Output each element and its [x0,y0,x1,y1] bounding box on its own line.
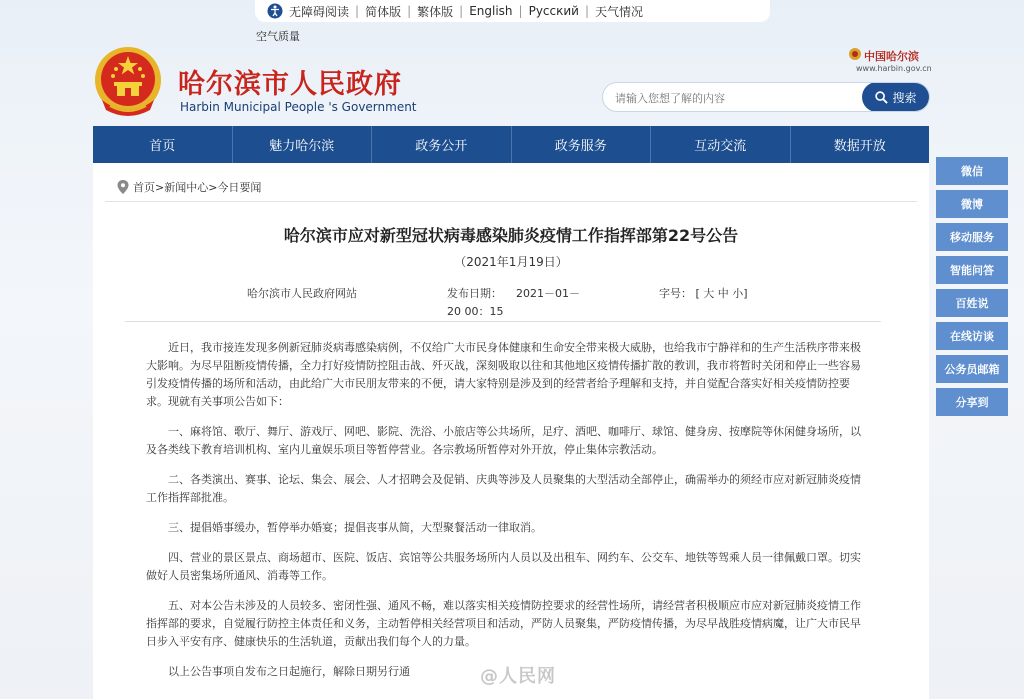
people-daily-watermark: @人民网 [480,666,556,687]
meta-divider [125,321,881,322]
side-share[interactable]: 分享到 [936,388,1008,416]
side-smart-qa[interactable]: 智能问答 [936,256,1008,284]
divider: | [355,4,360,18]
font-size-large[interactable]: 大 [703,287,715,300]
side-wechat[interactable]: 微信 [936,157,1008,185]
article-date: （2021年1月19日） [454,255,568,269]
nav-open-data[interactable]: 数据开放 [833,139,886,154]
font-size-bracket-close: ] [743,287,748,300]
nav-charm-harbin[interactable]: 魅力哈尔滨 [233,126,373,163]
nav-home[interactable]: 首页 [93,126,233,163]
font-size-small[interactable]: 小 [732,287,744,300]
breadcrumb-divider [105,201,917,202]
side-mobile-service[interactable]: 移动服务 [936,223,1008,251]
article-paragraph: 三、提倡婚事缓办，暂停举办婚宴；提倡丧事从简，大型聚餐活动一律取消。 [168,521,542,534]
weather-link[interactable]: 天气情况 [595,4,644,19]
simplified-chinese-link[interactable]: 简体版 [365,4,402,19]
article-paragraph: 二、各类演出、赛事、论坛、集会、展会、人才招聘会及促销、庆典等涉及人员聚集的大型活动全部停止，确需举办的须经市应对新冠肺炎疫情工作指挥部批准。 [146,473,861,504]
divider: | [584,4,590,18]
brand-text: 中国哈尔滨 [864,50,919,63]
search-bar [602,82,930,112]
side-weibo[interactable]: 微博 [936,190,1008,218]
site-title-en: Harbin Municipal People 's Government [180,100,417,114]
russian-link[interactable]: Русский [528,4,579,18]
font-size-label: 字号： [659,287,692,300]
side-citizen-voice[interactable]: 百姓说 [936,289,1008,317]
breadcrumb-text[interactable]: 首页>新闻中心>今日要闻 [133,181,262,194]
font-size-medium[interactable]: 中 [717,287,729,300]
article-source: 哈尔滨市人民政府网站 [247,287,357,300]
search-button[interactable] [862,82,930,112]
main-nav [93,126,929,163]
publish-date-label: 发布日期： [447,287,502,300]
english-link[interactable]: English [469,4,513,18]
traditional-chinese-link[interactable]: 繁体版 [417,4,454,19]
brand-url: www.harbin.gov.cn [856,64,932,73]
publish-date [447,285,587,321]
side-float-panel [936,157,1008,421]
publish-date-value: 2021－01－20 00：15 [447,287,580,318]
article-body [146,339,866,693]
accessible-reading-link[interactable]: 无障碍阅读 [289,4,350,19]
search-button-label: 搜索 [892,90,917,105]
article-title: 哈尔滨市应对新型冠状病毒感染肺炎疫情工作指挥部第22号公告 [283,226,739,245]
article-paragraph: 近日，我市接连发现多例新冠肺炎病毒感染病例，不仅给广大市民身体健康和生命安全带来极大威胁，也给我市宁静祥和的生产生活秩序带来极大影响。为尽早阻断疫情传播，全力打好疫情防控阻击战、歼灭战，深刻吸取以往和其他地区疫情传播扩散的教训，我市将暂时关闭和停止一些容易引发疫情传播的场所和活动，由此给广大市民朋友带来的不便，请大家特别是涉及到的经营者给予理解和支持，并自觉配合落实好相关疫情防控要求。现就有关事项公告如下： [146,341,861,408]
font-size-control [659,285,748,301]
nav-interaction[interactable]: 互动交流 [651,126,791,163]
side-online-interview[interactable]: 在线访谈 [936,322,1008,350]
nav-government-affairs[interactable]: 政务公开 [372,126,512,163]
article-paragraph: 以上公告事项自发布之日起施行，解除日期另行通 [168,665,410,678]
side-civil-servant-mail[interactable]: 公务员邮箱 [936,355,1008,383]
breadcrumb [117,179,261,195]
site-title-cn[interactable]: 哈尔滨市人民政府 [178,69,402,100]
divider: | [459,4,464,18]
divider: | [518,4,523,18]
article-paragraph: 一、麻将馆、歌厅、舞厅、游戏厅、网吧、影院、洗浴、小旅店等公共场所，足疗、酒吧、咖啡厅、球馆、健身房、按摩院等休闲健身场所，以及各类线下教育培训机构、室内儿童娱乐项目等暂停营业。各宗教场所暂停对外开放，停止集体宗教活动。 [146,425,861,456]
national-emblem-icon [92,44,164,120]
location-pin-icon [117,180,129,194]
search-input[interactable] [615,89,863,107]
nav-government-services[interactable]: 政务服务 [512,126,652,163]
article-paragraph: 四、营业的景区景点、商场超市、医院、饭店、宾馆等公共服务场所内人员以及出租车、网约车、公交车、地铁等驾乘人员一律佩戴口罩。切实做好人员密集场所通风、消毒等工作。 [146,551,861,582]
accessibility-icon[interactable] [267,3,283,19]
font-size-bracket-open: [ [695,287,700,300]
article-card [93,163,929,699]
article-paragraph: 五、对本公告未涉及的人员较多、密闭性强、通风不畅，难以落实相关疫情防控要求的经营性场所，请经营者积极顺应市应对新冠肺炎疫情工作指挥部的要求，自觉履行防控主体责任和义务，主动暂停相关经营项目和活动，严防人员聚集，严防疫情传播，为尽早战胜疫情病魔，让广大市民早日步入平安有序、健康快乐的生活轨道，贡献出我们每个人的力量。 [146,599,861,648]
top-utility-bar [255,0,770,22]
divider: | [407,4,412,18]
air-quality-link[interactable]: 空气质量 [256,30,300,43]
search-icon [875,91,888,104]
